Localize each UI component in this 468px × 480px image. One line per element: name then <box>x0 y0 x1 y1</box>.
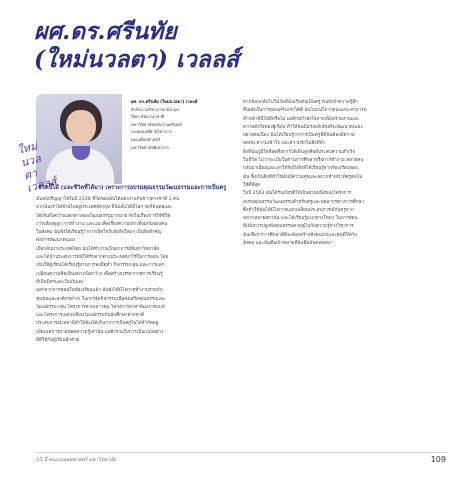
author-info-line: มหาวิทยาลัยสงขลานครินทร์ <box>131 121 182 127</box>
text-line: หากย้อนกลับไปในวันที่ฉันเริ่มต้นเป็นครู ฉันยังจำความรู้สึก <box>243 100 358 105</box>
section-heading: ชีวิตนี้ได้ (และชีวิตที่ได้มา) เพราะการอบรมคุณธรรมวัฒนธรรมและการเป็นครู <box>38 185 227 191</box>
body-column-left <box>36 196 244 345</box>
paragraph <box>36 287 244 345</box>
text-line: ฉันเชื่อว่าการศึกษาที่ดีจะต้องสร้างทั้งคนเก่งและคนดีให้กับ <box>243 232 357 238</box>
text-line: ในสังคม ฉันจึงได้เรียนรู้ว่าการเปิดใจรับฟังสิ่งใหม่ๆ เป็นสิ่งสำคัญ <box>36 230 162 236</box>
author-info-line: สังกัดภาควิชาภาษาอังกฤษ <box>131 106 179 112</box>
text-line: กลับมาเยี่ยมและเล่าให้ฟังถึงสิ่งที่ได้เรียนรู้จากห้องเรียนของ <box>243 166 358 172</box>
author-info-line: คณะศิลปศาสตร์ <box>131 136 161 142</box>
text-line: ทำหน้าที่นี้ได้ดีหรือไม่ แต่ด้วยกำลังใจจากเพื่อนร่วมงานและ <box>243 116 360 122</box>
text-line: อย่างต่อเนื่อง ฉันได้เรียนรู้ว่าการเป็นครูที่ดีนั้นต้องมีความ <box>243 133 355 139</box>
paragraph <box>243 190 451 248</box>
text-line: เมื่อกลับมาประเทศไทย ฉันได้ทำงานเป็นอาจารย์ที่มหาวิทยาลัย <box>36 246 159 252</box>
text-line: ที่ดีให้กับผู้เรียนอีกด้วย <box>36 338 80 344</box>
text-line: เพียงแค่การถ่ายทอดความรู้เท่านั้น แต่ยังรวมถึงการเป็นแบบอย่าง <box>36 329 164 335</box>
paragraph <box>243 99 451 190</box>
text-line: เปลี่ยนความคิดเห็นอย่างเปิดกว้าง เพื่อสร้างบรรยากาศการเรียนรู้ <box>36 271 163 277</box>
text-line: ในปี 2563 ฉันได้รับเกียรติให้เป็นส่วนหนึ่งของโครงการ <box>243 191 352 197</box>
text-line: สังคม และนั่นคือเป้าหมายที่ฉันยึดมั่นตลอดมา <box>243 241 333 247</box>
text-line: หลากหลายสถาบัน และได้เรียนรู้แนวทางใหม่ๆ ในการสอน <box>243 216 358 222</box>
text-line: วัฒนธรรม เช่น โครงการค่ายเยาวชน โครงการอาสาพัฒนาชนบท <box>36 304 165 310</box>
author-info-line: มหาวิทยาลัยศิลปากร <box>131 144 169 150</box>
text-line: ตื่นเต้นในการสอนครั้งแรกได้ดี ฉันไม่แน่ใจว่าตนเองจะสามารถ <box>243 108 367 114</box>
text-line: ที่เน้นการปลูกฝังคุณธรรมควบคู่ไปกับความรู้ทางวิชาการ <box>243 224 354 230</box>
page-title <box>34 18 264 74</box>
body-column-right <box>243 99 451 248</box>
text-line: ชุมชนและองค์กรต่างๆ ในการจัดกิจกรรมเพื่อส่งเสริมคุณธรรมและ <box>36 296 166 302</box>
footer-divider <box>36 452 448 453</box>
text-line: ฉันจบปริญญาโทในปี 2538 ชีวิตของฉันได้แต่งงานกับชาวต่างชาติ 1 คน <box>36 197 180 202</box>
author-name: ผศ. ดร.ศรีนทัย (ใหม่นวลตา) เวลลส์ <box>131 99 198 104</box>
text-line: อดทน ความเข้าใจ และความรักในสิ่งที่ทำ <box>243 141 326 147</box>
text-line: ฉัน ซึ่งเป็นสิ่งที่ทำให้ฉันมีความสุขและอยากทำหน้าที่ครูต่อไป <box>243 174 363 180</box>
page-number: 109 <box>430 455 446 464</box>
paragraph <box>36 246 244 287</box>
footer-text: 55 ปี คณะมนุษยศาสตร์ มหาวิทยาลัย <box>36 457 117 463</box>
text-line: ได้เห็นถึงความแตกต่างของวัฒนธรรมมากมาย ทั้งในเรื่องการใช้ชีวิต <box>36 213 171 219</box>
text-line: ที่เป็นมิตรและเป็นกันเอง <box>36 279 84 285</box>
text-line: ในชีวิต ไม่ว่าจะเป็นในด้านการศึกษาหรือการทำงาน หลายคน <box>243 158 364 164</box>
author-info <box>131 98 241 151</box>
text-line: และได้นำประสบการณ์ที่ได้รับจากต่างประเทศมาใช้ในการสอน โดย <box>36 255 169 261</box>
paragraph <box>36 196 244 246</box>
text-line: นอกจากการสอนในห้องเรียนแล้ว ฉันยังได้มีโอกาสทำงานร่วมกับ <box>36 288 163 294</box>
text-line: ให้ดีที่สุด <box>243 182 261 188</box>
text-line: การเลี้ยงดูลูก การทำงาน และแนวคิดเรื่องความเท่าเทียมกันของคน <box>36 221 168 227</box>
text-line: ต่อการพัฒนาตนเอง <box>36 238 76 244</box>
text-line: และโครงการแลกเปลี่ยนวัฒนธรรมกับนักศึกษาต่างชาติ <box>36 313 145 319</box>
text-line: เน้นให้ผู้เรียนได้เรียนรู้ผ่านการลงมือทำ กิจกรรมกลุ่ม และการแลก <box>36 263 165 269</box>
text-line: อบรมคุณธรรมวัฒนธรรมสำหรับครูและบุคลากรทางการศึกษา <box>243 199 365 205</box>
author-info-line: วิทยาลัยนานาชาติ <box>131 114 165 120</box>
text-line: สิ่งที่ฉันภูมิใจที่สุดคือการได้เห็นลูกศิษย์ประสบความสำเร็จ <box>243 149 356 155</box>
author-info-line: รองคณบดีฝ่ายวิชาการ <box>131 129 172 135</box>
portrait-face <box>66 110 96 144</box>
text-line: ซึ่งทำให้ฉันได้มีโอกาสแลกเปลี่ยนประสบการณ์กับครูจาก <box>243 207 354 213</box>
text-line: ความตั้งใจของผู้เรียน ทำให้ฉันมีแรงผลักดันที่จะพัฒนาตนเอง <box>243 124 363 130</box>
title-line: ผศ.ดร.ศรีนทัย <box>34 18 177 45</box>
signature: ใหม่นวลตา เวลลส์ <box>16 139 58 195</box>
text-line: จากนั้นเราได้ย้ายไปอยู่ประเทศอังกฤษ ที่นั่นฉันได้มีโอกาสเรียนต่อและ <box>36 205 173 211</box>
text-line: ประสบการณ์เหล่านี้ทำให้ฉันได้เห็นว่าการเป็นครูไม่ได้จำกัดอยู่ <box>36 321 159 327</box>
title-line: (ใหม่นวลตา) เวลลส์ <box>34 46 239 73</box>
